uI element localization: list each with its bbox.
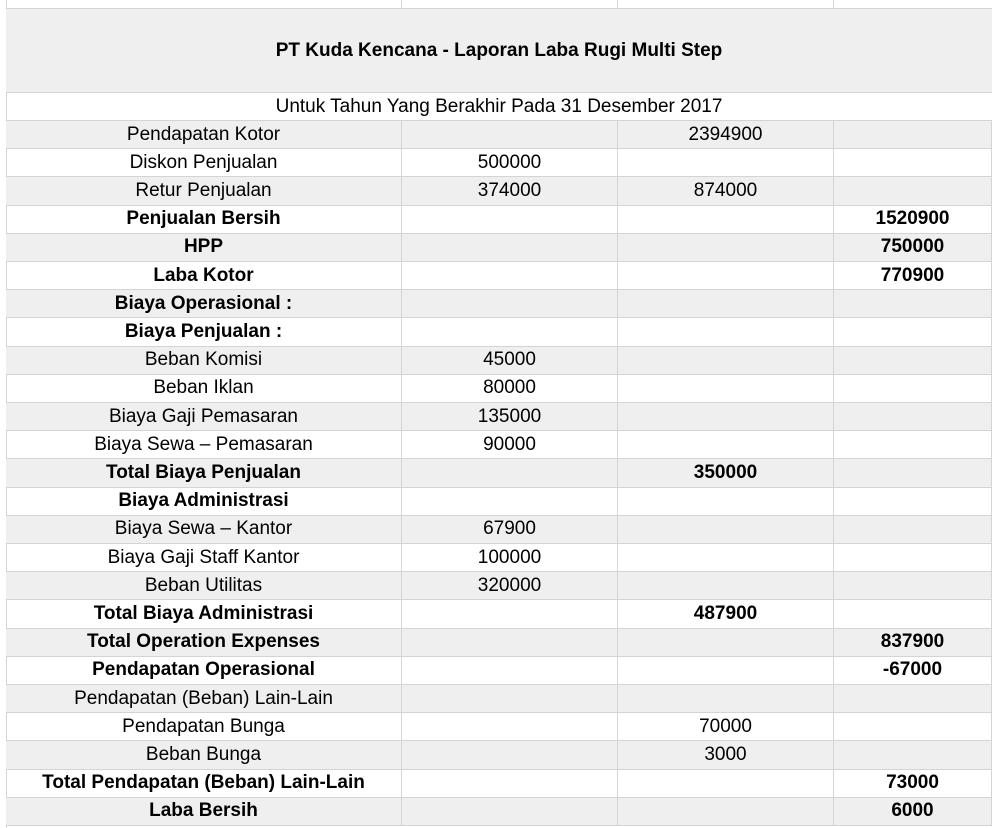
row-value: 374000 — [477, 179, 542, 201]
row-value: -67000 — [882, 659, 943, 681]
row-value: 837900 — [880, 631, 945, 653]
row-value: 320000 — [477, 574, 542, 596]
value-cell-col2[interactable] — [618, 290, 834, 317]
value-cell-col2[interactable] — [618, 375, 834, 402]
row-label-cell[interactable] — [6, 121, 402, 148]
row-value: 500000 — [477, 151, 542, 173]
row-value: 2394900 — [688, 123, 763, 145]
value-cell-col1[interactable] — [402, 488, 618, 515]
table-row[interactable] — [6, 657, 992, 685]
row-label: Pendapatan Kotor — [126, 123, 281, 145]
row-label-cell[interactable] — [6, 375, 402, 402]
row-label-cell[interactable] — [6, 629, 402, 656]
value-cell-col1[interactable] — [402, 262, 618, 289]
table-row[interactable] — [6, 629, 992, 657]
value-cell-col2[interactable] — [618, 600, 834, 627]
row-label-cell[interactable] — [6, 657, 402, 684]
value-cell-col2[interactable] — [618, 206, 834, 233]
row-label: Penjualan Bersih — [126, 208, 281, 230]
row-value: 80000 — [483, 377, 536, 399]
value-cell-col2[interactable] — [618, 798, 834, 825]
value-cell-col1[interactable] — [402, 149, 618, 176]
row-value: 3000 — [704, 743, 747, 765]
row-label: Biaya Penjualan : — [124, 320, 283, 342]
row-value: 67900 — [483, 518, 536, 540]
value-cell-col3[interactable] — [834, 403, 992, 430]
value-cell-col1[interactable] — [402, 544, 618, 571]
row-label: Retur Penjualan — [135, 179, 272, 201]
row-value: 73000 — [886, 772, 939, 794]
value-cell-col2[interactable] — [618, 318, 834, 345]
row-label-cell[interactable] — [6, 262, 402, 289]
row-label: Pendapatan Bunga — [122, 715, 285, 737]
row-value: 350000 — [693, 461, 758, 483]
value-cell-col3[interactable] — [834, 318, 992, 345]
table-row[interactable] — [6, 262, 992, 290]
table-row[interactable] — [6, 770, 992, 798]
row-label: Total Biaya Administrasi — [93, 602, 314, 624]
value-cell-col2[interactable] — [618, 459, 834, 486]
value-cell-col1[interactable] — [402, 516, 618, 543]
row-label-cell[interactable] — [6, 544, 402, 571]
row-label-cell[interactable] — [6, 431, 402, 458]
row-label: Biaya Gaji Pemasaran — [108, 405, 299, 427]
report-title-cell[interactable] — [6, 9, 992, 92]
table-row[interactable] — [6, 741, 992, 769]
row-label: Biaya Operasional : — [114, 292, 293, 314]
row-label-cell[interactable] — [6, 770, 402, 797]
value-cell-col2[interactable] — [618, 488, 834, 515]
value-cell-col3[interactable] — [834, 262, 992, 289]
value-cell-col3[interactable] — [834, 375, 992, 402]
row-label: Diskon Penjualan — [129, 151, 278, 173]
value-cell-col2[interactable] — [618, 741, 834, 768]
row-label: Pendapatan (Beban) Lain-Lain — [74, 687, 333, 709]
row-label-cell[interactable] — [6, 290, 402, 317]
table-row[interactable] — [6, 544, 992, 572]
row-value: 6000 — [891, 800, 934, 822]
value-cell-col3[interactable] — [834, 657, 992, 684]
value-cell-col3[interactable] — [834, 770, 992, 797]
row-label: Pendapatan Operasional — [92, 659, 315, 681]
value-cell-col3[interactable] — [834, 121, 992, 148]
table-row[interactable] — [6, 121, 992, 149]
value-cell-col2[interactable] — [618, 572, 834, 599]
value-cell-col2[interactable] — [618, 516, 834, 543]
title-row[interactable] — [6, 8, 992, 93]
value-cell-col3[interactable] — [834, 347, 992, 374]
row-label-cell[interactable] — [6, 318, 402, 345]
table-row[interactable] — [6, 488, 992, 516]
table-row[interactable] — [6, 713, 992, 741]
table-row[interactable] — [6, 149, 992, 177]
value-cell-col1[interactable] — [402, 403, 618, 430]
row-label-cell[interactable] — [6, 234, 402, 261]
gridline — [401, 0, 402, 8]
value-cell-col2[interactable] — [618, 403, 834, 430]
row-label: Beban Bunga — [145, 743, 262, 765]
value-cell-col3[interactable] — [834, 206, 992, 233]
table-row[interactable] — [6, 347, 992, 375]
row-label: Laba Bersih — [149, 800, 258, 822]
row-value: 90000 — [483, 433, 536, 455]
row-label-cell[interactable] — [6, 459, 402, 486]
value-cell-col3[interactable] — [834, 459, 992, 486]
value-cell-col3[interactable] — [834, 516, 992, 543]
value-cell-col2[interactable] — [618, 657, 834, 684]
row-label: Biaya Gaji Staff Kantor — [107, 546, 300, 568]
value-cell-col3[interactable] — [834, 177, 992, 204]
value-cell-col3[interactable] — [834, 290, 992, 317]
value-cell-col1[interactable] — [402, 121, 618, 148]
value-cell-col2[interactable] — [618, 347, 834, 374]
value-cell-col1[interactable] — [402, 657, 618, 684]
value-cell-col3[interactable] — [834, 629, 992, 656]
value-cell-col1[interactable] — [402, 600, 618, 627]
value-cell-col3[interactable] — [834, 741, 992, 768]
value-cell-col1[interactable] — [402, 234, 618, 261]
row-label-cell[interactable] — [6, 403, 402, 430]
row-label: Biaya Administrasi — [118, 490, 289, 512]
value-cell-col1[interactable] — [402, 318, 618, 345]
value-cell-col3[interactable] — [834, 572, 992, 599]
row-value: 100000 — [477, 546, 542, 568]
table-row[interactable] — [6, 572, 992, 600]
value-cell-col3[interactable] — [834, 685, 992, 712]
value-cell-col1[interactable] — [402, 629, 618, 656]
value-cell-col1[interactable] — [402, 770, 618, 797]
row-value: 70000 — [699, 715, 752, 737]
value-cell-col2[interactable] — [618, 431, 834, 458]
value-cell-col3[interactable] — [834, 600, 992, 627]
row-label: Beban Komisi — [144, 349, 263, 371]
value-cell-col3[interactable] — [834, 544, 992, 571]
table-row[interactable] — [6, 290, 992, 318]
row-value: 770900 — [880, 264, 945, 286]
value-cell-col1[interactable] — [402, 572, 618, 599]
value-cell-col1[interactable] — [402, 741, 618, 768]
table-row[interactable] — [6, 403, 992, 431]
value-cell-col1[interactable] — [402, 798, 618, 825]
table-row[interactable] — [6, 685, 992, 713]
row-label: Total Operation Expenses — [87, 631, 320, 653]
value-cell-col2[interactable] — [618, 770, 834, 797]
row-value: 487900 — [693, 602, 758, 624]
value-cell-col1[interactable] — [402, 431, 618, 458]
value-cell-col3[interactable] — [834, 713, 992, 740]
value-cell-col1[interactable] — [402, 290, 618, 317]
report-title: PT Kuda Kencana - Laporan Laba Rugi Multi Step — [275, 39, 723, 61]
row-label-cell[interactable] — [6, 798, 402, 825]
table-row[interactable] — [6, 431, 992, 459]
value-cell-col2[interactable] — [618, 234, 834, 261]
report-subtitle: Untuk Tahun Yang Berakhir Pada 31 Desember 2017 — [275, 95, 723, 117]
value-cell-col2[interactable] — [618, 149, 834, 176]
row-value: 135000 — [477, 405, 542, 427]
row-value: 45000 — [483, 349, 536, 371]
value-cell-col1[interactable] — [402, 459, 618, 486]
row-label: Beban Utilitas — [144, 574, 263, 596]
table-row[interactable] — [6, 177, 992, 205]
value-cell-col2[interactable] — [618, 713, 834, 740]
row-label: Biaya Sewa – Pemasaran — [94, 433, 313, 455]
report-subtitle-cell[interactable] — [6, 93, 992, 120]
row-label-cell[interactable] — [6, 741, 402, 768]
value-cell-col2[interactable] — [618, 262, 834, 289]
row-value: 1520900 — [875, 208, 950, 230]
value-cell-col3[interactable] — [834, 798, 992, 825]
table-row[interactable] — [6, 234, 992, 262]
row-label-cell[interactable] — [6, 206, 402, 233]
row-label: HPP — [183, 236, 224, 258]
row-label-cell[interactable] — [6, 516, 402, 543]
value-cell-col3[interactable] — [834, 234, 992, 261]
value-cell-col1[interactable] — [402, 206, 618, 233]
value-cell-col1[interactable] — [402, 347, 618, 374]
row-label-cell[interactable] — [6, 347, 402, 374]
gridline — [833, 0, 834, 8]
value-cell-col1[interactable] — [402, 713, 618, 740]
table-row[interactable] — [6, 318, 992, 346]
row-label-cell[interactable] — [6, 572, 402, 599]
table-row[interactable] — [6, 798, 992, 826]
row-label-cell[interactable] — [6, 685, 402, 712]
table-row[interactable] — [6, 516, 992, 544]
value-cell-col2[interactable] — [618, 544, 834, 571]
subtitle-row[interactable] — [6, 93, 992, 121]
table-row[interactable] — [6, 459, 992, 487]
value-cell-col2[interactable] — [618, 629, 834, 656]
row-value: 874000 — [693, 179, 758, 201]
value-cell-col2[interactable] — [618, 121, 834, 148]
value-cell-col1[interactable] — [402, 375, 618, 402]
table-row[interactable] — [6, 206, 992, 234]
row-value: 750000 — [880, 236, 945, 258]
value-cell-col3[interactable] — [834, 488, 992, 515]
row-label-cell[interactable] — [6, 488, 402, 515]
gridline — [617, 0, 618, 8]
value-cell-col3[interactable] — [834, 149, 992, 176]
row-label: Laba Kotor — [153, 264, 254, 286]
table-row[interactable] — [6, 375, 992, 403]
value-cell-col1[interactable] — [402, 177, 618, 204]
table-row[interactable] — [6, 600, 992, 628]
value-cell-col2[interactable] — [618, 685, 834, 712]
row-label-cell[interactable] — [6, 149, 402, 176]
row-label: Biaya Sewa – Kantor — [114, 518, 293, 540]
row-label: Beban Iklan — [153, 377, 254, 399]
value-cell-col2[interactable] — [618, 177, 834, 204]
value-cell-col1[interactable] — [402, 685, 618, 712]
row-label: Total Pendapatan (Beban) Lain-Lain — [42, 772, 365, 794]
row-label-cell[interactable] — [6, 713, 402, 740]
row-label: Total Biaya Penjualan — [106, 461, 301, 483]
value-cell-col3[interactable] — [834, 431, 992, 458]
row-label-cell[interactable] — [6, 600, 402, 627]
row-label-cell[interactable] — [6, 177, 402, 204]
